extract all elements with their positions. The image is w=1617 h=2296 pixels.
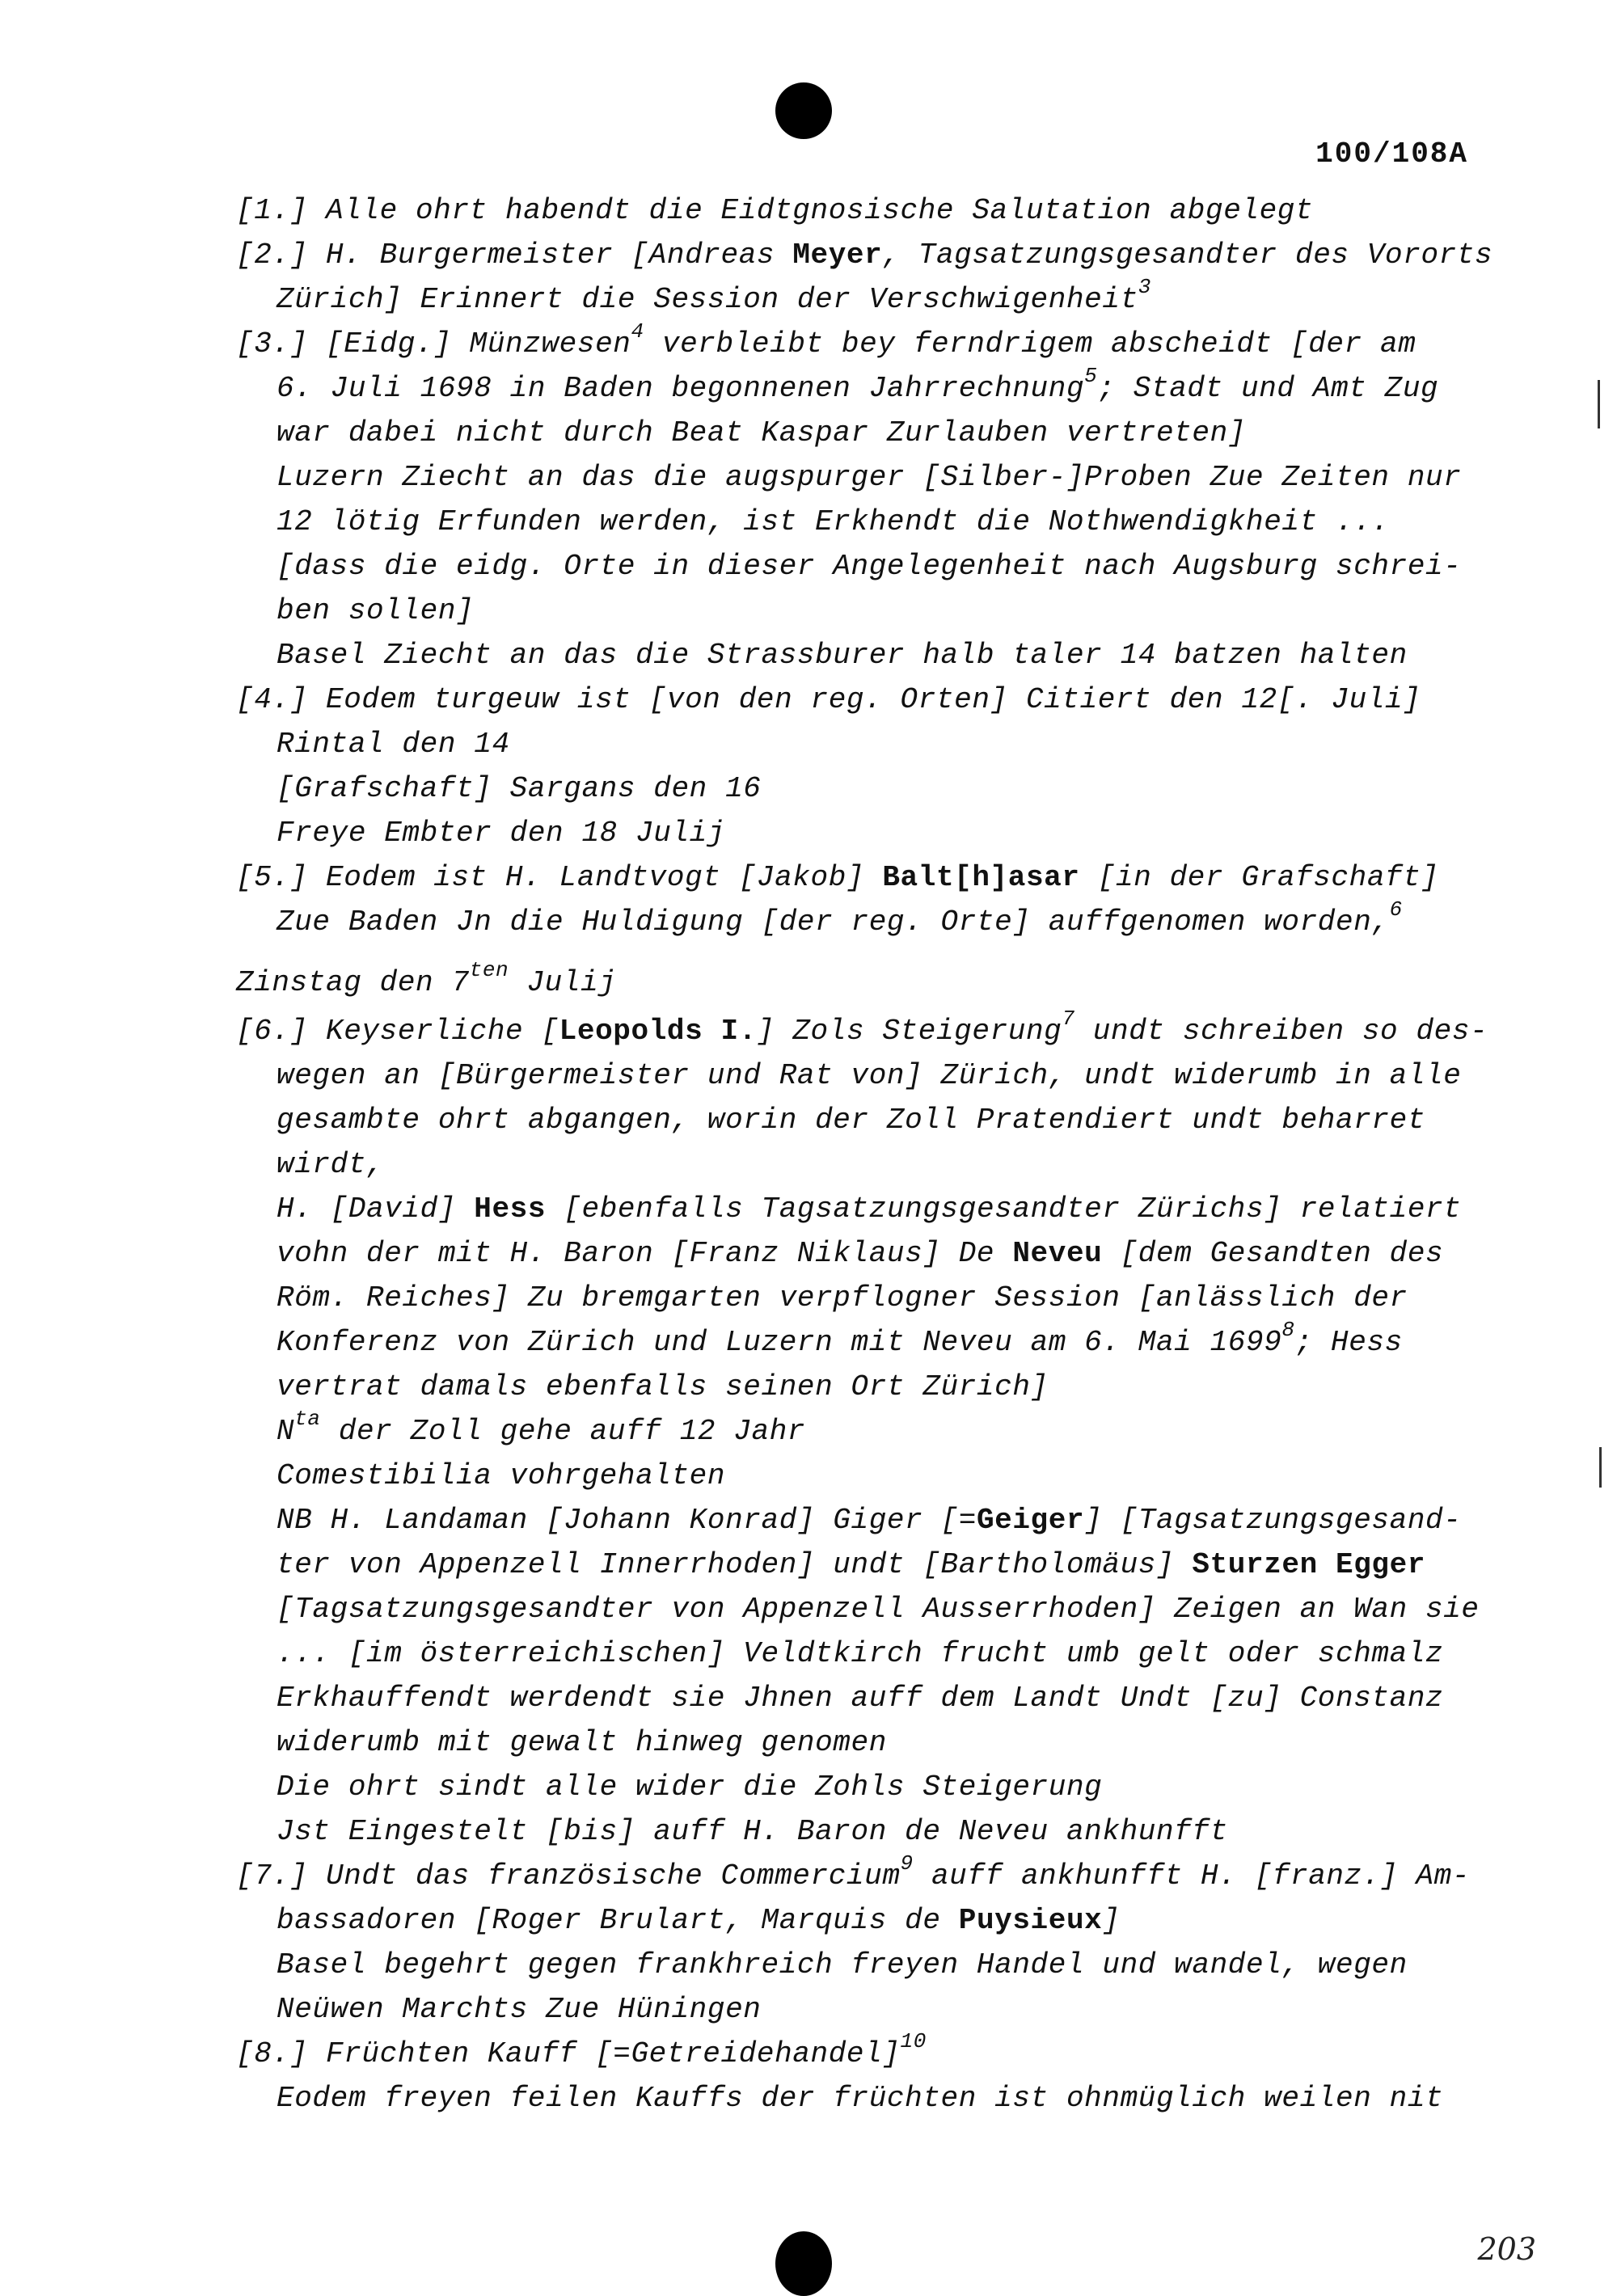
text-line: wirdt, <box>277 1148 385 1181</box>
name-bold: Puysieux <box>958 1904 1103 1937</box>
name-bold: Hess <box>474 1192 547 1226</box>
text-line: Neüwen Marchts Zue Hüningen <box>277 1993 762 2026</box>
date-heading: Zinstag den $7^{ten}$ Julij <box>236 958 617 999</box>
name-bold: Geiger <box>976 1504 1085 1537</box>
text-line: Die ohrt sindt alle wider die Zohls Steigerung <box>277 1771 1103 1804</box>
text-line: Eodem freyen feilen Kauffs der früchten ist ohnmüglich weilen nit <box>277 2082 1444 2115</box>
text-line: [6.] Keyserliche [Leopolds I.] Zols Steigerung$^7$ undt schreiben so des- <box>236 1007 1488 1048</box>
text-line: Luzern Ziecht an das die augspurger [Silber-]Proben Zue Zeiten nur <box>277 461 1462 494</box>
text-line: Zürich] Erinnert die Session der Verschwigenheit$^3$ <box>277 275 1151 316</box>
margin-mark <box>1598 380 1600 428</box>
name-bold: Meyer <box>792 238 883 272</box>
text-line: [Grafschaft] Sargans den 16 <box>277 772 762 805</box>
text-line: [2.] H. Burgermeister [Andreas Meyer, Tagsatzungsgesandter des Vororts <box>236 238 1493 272</box>
text-line: wegen an [Bürgermeister und Rat von] Zürich, undt widerumb in alle <box>277 1059 1462 1092</box>
text-line: vertrat damals ebenfalls seinen Ort Zürich] <box>277 1370 1049 1403</box>
footnote-ref: 10 <box>900 2029 927 2053</box>
text-line: [Tagsatzungsgesandter von Appenzell Ausserrhoden] Zeigen an Wan sie <box>277 1593 1480 1626</box>
text-line: Comestibilia vohrgehalten <box>277 1459 726 1492</box>
abbrev-suffix: ta <box>294 1407 321 1431</box>
text-line: Jst Eingestelt [bis] auff H. Baron de Neveu ankhunfft <box>277 1815 1228 1848</box>
text-line: [dass die eidg. Orte in dieser Angelegenheit nach Augsburg schrei- <box>277 550 1462 583</box>
text-line: $N^{ta}$ der Zoll gehe auff 12 Jahr <box>277 1407 806 1448</box>
footnote-ref: 4 <box>631 319 644 344</box>
folio-number: 203 <box>1477 2231 1536 2267</box>
footnote-ref: 7 <box>1062 1007 1075 1031</box>
text-line: Basel Ziecht an das die Strassburer halb taler 14 batzen halten <box>277 639 1408 672</box>
footnote-ref: 6 <box>1389 897 1403 922</box>
text-line: bassadoren [Roger Brulart, Marquis de Puysieux] <box>277 1904 1121 1937</box>
punch-hole-bottom <box>775 2231 832 2296</box>
text-line: Erkhauffendt werdendt sie Jhnen auff dem Landt Undt [zu] Constanz <box>277 1682 1444 1715</box>
punch-hole-top <box>775 82 832 139</box>
text-line: Rintal den 14 <box>277 728 510 761</box>
footnote-ref: 3 <box>1138 275 1151 299</box>
text-line: [1.] Alle ohrt habendt die Eidtgnosische Salutation abgelegt <box>236 194 1314 227</box>
text-line: [7.] Undt das französische Commercium$^9$ auff ankhunfft H. [franz.] Am- <box>236 1851 1471 1893</box>
text-line: ter von Appenzell Innerrhoden] undt [Bartholomäus] Sturzen Egger <box>277 1548 1426 1581</box>
text-line: war dabei nicht durch Beat Kaspar Zurlauben vertreten] <box>277 416 1246 449</box>
ordinal-suffix: ten <box>469 958 509 982</box>
text-line: Konferenz von Zürich und Luzern mit Neveu am 6. Mai 1699$^8$; Hess <box>277 1318 1403 1359</box>
text-line: vohn der mit H. Baron [Franz Niklaus] De Neveu [dem Gesandten des <box>277 1237 1444 1270</box>
text-line: 6. Juli 1698 in Baden begonnenen Jahrrechnung$^5$; Stadt und Amt Zug <box>277 364 1439 405</box>
text-line: Basel begehrt gegen frankhreich freyen Handel und wandel, wegen <box>277 1948 1408 1982</box>
text-line: [4.] Eodem turgeuw ist [von den reg. Orten] Citiert den 12[. Juli] <box>236 683 1421 716</box>
name-bold: Neveu <box>1012 1237 1103 1270</box>
text-line: NB H. Landaman [Johann Konrad] Giger [=Geiger] [Tagsatzungsgesand- <box>277 1504 1462 1537</box>
text-line: gesambte ohrt abgangen, worin der Zoll Pratendiert undt beharret <box>277 1104 1426 1137</box>
text-line: Zue Baden Jn die Huldigung [der reg. Orte] auffgenomen worden,$^6$ <box>277 897 1403 939</box>
text-line: 12 lötig Erfunden werden, ist Erkhendt die Nothwendigkheit ... <box>277 505 1390 538</box>
name-bold: Sturzen Egger <box>1192 1548 1426 1581</box>
footnote-ref: 9 <box>900 1851 914 1876</box>
text-line: ben sollen] <box>277 594 475 627</box>
text-line: H. [David] Hess [ebenfalls Tagsatzungsgesandter Zürichs] relatiert <box>277 1192 1462 1226</box>
text-line: Röm. Reiches] Zu bremgarten verpflogner Session [anlässlich der <box>277 1281 1408 1315</box>
text-line: [3.] [Eidg.] Münzwesen$^4$ verbleibt bey ferndrigem abscheidt [der am <box>236 319 1416 361</box>
name-bold: Balt[h]asar <box>882 861 1080 894</box>
text-line: [8.] Früchten Kauff [=Getreidehandel]$^{10}$ <box>236 2029 927 2070</box>
footnote-ref: 8 <box>1281 1318 1295 1342</box>
text-line: Freye Embter den 18 Julij <box>277 817 726 850</box>
text-line: widerumb mit gewalt hinweg genomen <box>277 1726 887 1759</box>
page-number: 100/108A <box>1315 137 1468 171</box>
text-line: ... [im österreichischen] Veldtkirch frucht umb gelt oder schmalz <box>277 1637 1444 1670</box>
text-line: [5.] Eodem ist H. Landtvogt [Jakob] Balt[h]asar [in der Grafschaft] <box>236 861 1439 894</box>
footnote-ref: 5 <box>1084 364 1098 388</box>
margin-mark <box>1599 1447 1602 1488</box>
name-bold: Leopolds I. <box>559 1015 757 1048</box>
